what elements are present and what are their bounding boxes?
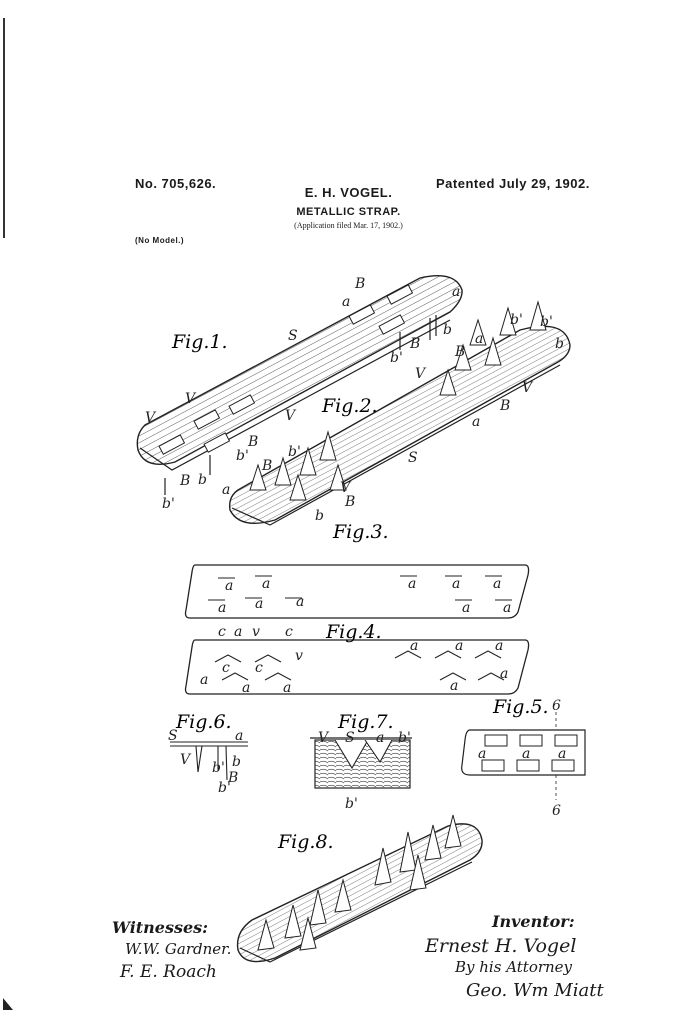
label-6: 6: [552, 698, 561, 714]
label-V: V: [185, 391, 196, 407]
label-S: S: [408, 450, 418, 466]
patent-date: Patented July 29, 1902.: [436, 176, 590, 191]
model-note: (No Model.): [135, 236, 185, 245]
label-a: a: [342, 294, 351, 310]
fig7-caption: Fig.7.: [338, 711, 394, 733]
label-b-prime: b': [288, 444, 301, 460]
label-a: a: [242, 680, 251, 696]
label-6: 6: [552, 803, 561, 819]
label-b-prime: b': [345, 796, 358, 812]
label-V: V: [522, 380, 533, 396]
label-a: a: [296, 594, 305, 610]
label-B: B: [500, 398, 511, 414]
label-a: a: [222, 482, 231, 498]
label-a: a: [500, 666, 509, 682]
label-a: a: [495, 638, 504, 654]
label-B: B: [455, 344, 466, 360]
inventor-name: E. H. VOGEL.: [304, 185, 393, 200]
fig6-caption: Fig.6.: [176, 711, 232, 733]
label-a: a: [455, 638, 464, 654]
inventor-label: Inventor:: [492, 912, 575, 931]
label-a: a: [283, 680, 292, 696]
label-a: a: [234, 624, 243, 640]
label-a: a: [558, 746, 567, 762]
label-b: b: [315, 508, 324, 524]
label-V: V: [318, 730, 329, 746]
label-a: a: [452, 284, 461, 300]
label-b-prime: b': [162, 496, 175, 512]
label-S: S: [345, 730, 355, 746]
label-a: a: [410, 638, 419, 654]
label-a: a: [503, 600, 512, 616]
label-a: a: [262, 576, 271, 592]
label-V: V: [415, 366, 426, 382]
label-B: B: [355, 276, 366, 292]
label-a: a: [475, 331, 484, 347]
label-c: c: [255, 660, 263, 676]
witness-signature-1: W.W. Gardner.: [125, 940, 232, 958]
label-b-prime: b': [390, 350, 403, 366]
label-b: b: [198, 472, 207, 488]
label-V: V: [340, 480, 351, 496]
label-a: a: [522, 746, 531, 762]
attorney-signature: Geo. Wm Miatt: [466, 980, 604, 1001]
fig5-caption: Fig.5.: [493, 696, 549, 718]
label-a: a: [235, 728, 244, 744]
label-a: a: [225, 578, 234, 594]
label-c: c: [218, 624, 226, 640]
label-c: c: [285, 624, 293, 640]
witness-signature-2: F. E. Roach: [120, 962, 217, 982]
label-a: a: [255, 596, 264, 612]
fig5-panel: [186, 640, 529, 694]
label-S: S: [288, 328, 298, 344]
label-V: V: [285, 408, 296, 424]
fig8-caption: Fig.8.: [278, 831, 334, 853]
filing-date: (Application filed Mar. 17, 1902.): [294, 221, 403, 230]
label-b-prime: b': [212, 760, 225, 776]
label-b: b: [232, 754, 241, 770]
label-B: B: [410, 336, 421, 352]
label-b-prime: b': [236, 448, 249, 464]
label-S: S: [168, 728, 178, 744]
label-a: a: [452, 576, 461, 592]
label-b-prime: b': [218, 780, 231, 796]
label-b-prime: b': [398, 730, 411, 746]
label-a: a: [450, 678, 459, 694]
witnesses-label: Witnesses:: [112, 918, 209, 937]
patent-number: No. 705,626.: [135, 176, 217, 191]
label-a: a: [472, 414, 481, 430]
label-a: a: [478, 746, 487, 762]
patent-title: METALLIC STRAP.: [296, 206, 401, 218]
label-c: c: [222, 660, 230, 676]
fig2-caption: Fig.2.: [322, 395, 378, 417]
attorney-by: By his Attorney: [455, 958, 573, 976]
label-b-prime: b': [540, 314, 553, 330]
fig4-panel-top: [186, 565, 529, 618]
label-a: a: [462, 600, 471, 616]
label-a: a: [200, 672, 209, 688]
label-a: a: [493, 576, 502, 592]
label-v: v: [295, 648, 303, 664]
inventor-signature: Ernest H. Vogel: [425, 935, 577, 957]
fig3-caption: Fig.3.: [333, 521, 389, 543]
label-B: B: [180, 473, 191, 489]
label-a: a: [218, 600, 227, 616]
label-B: B: [345, 494, 356, 510]
label-B: B: [248, 434, 259, 450]
label-b-prime: b': [510, 312, 523, 328]
fig1-caption: Fig.1.: [172, 331, 228, 353]
label-v: v: [252, 624, 260, 640]
label-B: B: [262, 458, 273, 474]
label-b: b: [555, 336, 564, 352]
label-b: b: [443, 322, 452, 338]
label-V: V: [180, 752, 191, 768]
label-B: B: [228, 770, 239, 786]
label-a: a: [376, 730, 385, 746]
label-a: a: [408, 576, 417, 592]
label-V: V: [145, 410, 156, 426]
fig4-caption: Fig.4.: [326, 621, 382, 643]
